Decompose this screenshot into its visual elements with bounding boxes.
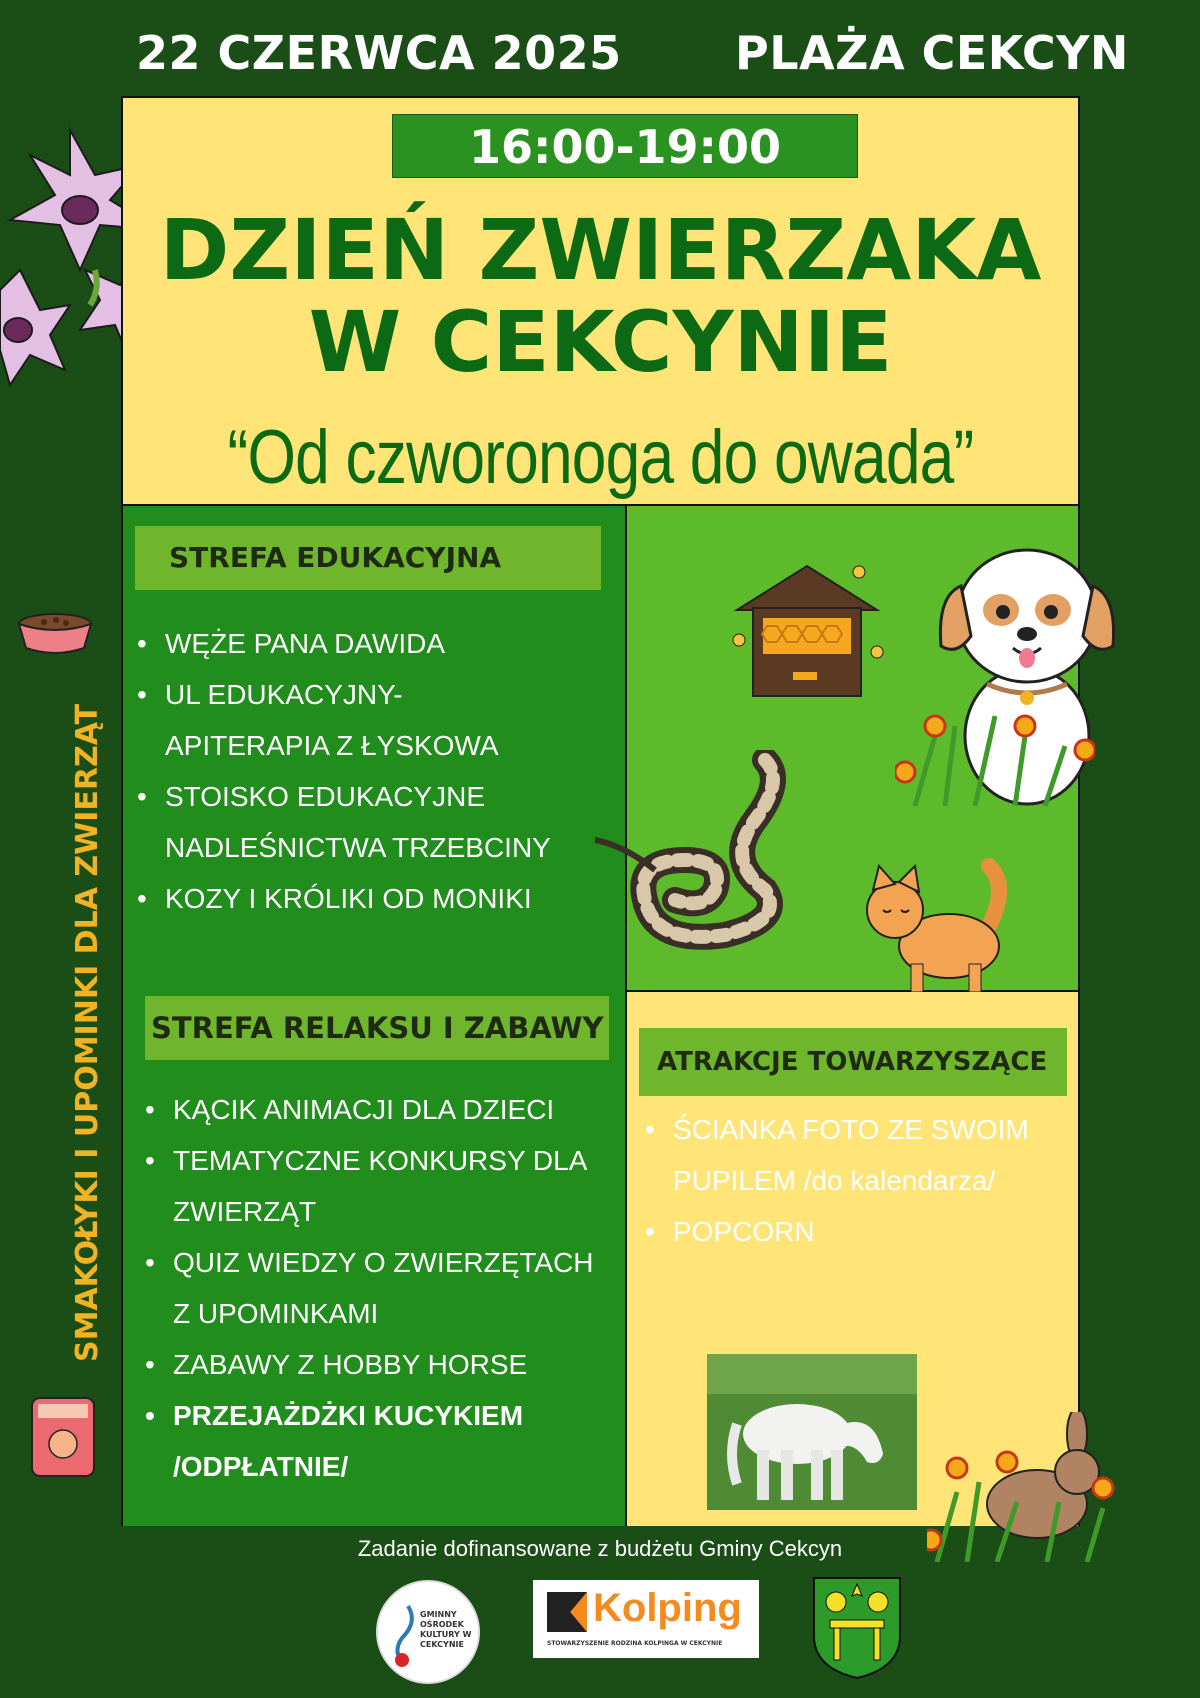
animals-picture-panel [627,506,1078,992]
list-item: • TEMATYCZNE KONKURSY DLA ZWIERZĄT [145,1135,625,1237]
logo-gok-text: GMINNY OŚRODEK KULTURY W CEKCYNIE [420,1610,472,1649]
list-item: • QUIZ WIEDZY O ZWIERZĘTACH Z UPOMINKAMI [145,1237,625,1339]
list-item: • KĄCIK ANIMACJI DLA DZIECI [145,1084,625,1135]
list-item: • UL EDUKACYJNY- APITERAPIA Z ŁYSKOWA [137,669,617,771]
pet-bowl-icon [14,610,96,656]
event-title-line1: DZIEŃ ZWIERZAKA [159,201,1042,299]
grass-flowers-icon [895,696,1095,816]
event-title-line2: W CEKCYNIE [308,293,893,391]
attractions-panel [627,992,1078,1526]
funding-note: Zadanie dofinansowane z budżetu Gminy Cekcyn [357,1536,843,1561]
title-section [123,98,1078,506]
music-note-icon [390,1602,420,1672]
list-item: • POPCORN [645,1206,1065,1257]
logo-kolping-text: Kolping [593,1586,742,1630]
coat-of-arms-icon [812,1576,902,1680]
list-item: • ŚCIANKA FOTO ZE SWOIM PUPILEM /do kalendarza/ [645,1104,1065,1206]
event-place: PLAŻA CEKCYN [735,26,1129,80]
cat-icon [859,846,1019,996]
logo-kolping [533,1580,759,1658]
attractions-list [645,1104,1065,1257]
event-date: 22 CZERWCA 2025 [136,26,622,80]
list-item: • WĘŻE PANA DAWIDA [137,618,617,669]
kolping-k-icon [547,1592,587,1632]
list-item: • STOISKO EDUKACYJNE NADLEŚNICTWA TRZEBCINY [137,771,617,873]
list-item: • PRZEJAŻDŻKI KUCYKIEM /ODPŁATNIE/ [145,1390,625,1492]
zone-attractions-title: ATRAKCJE TOWARZYSZĄCE [639,1028,1067,1096]
side-text-treats: SMAKOŁYKI I UPOMINKI DLA ZWIERZĄT [70,703,105,1362]
logo-gok [376,1580,480,1684]
education-list [137,618,617,924]
zone-education-title: STREFA EDUKACYJNA [135,526,601,590]
event-time: 16:00-19:00 [392,114,858,178]
pony-photo-icon [707,1354,917,1510]
beehive-icon [727,562,887,702]
list-item: • KOZY I KRÓLIKI OD MONIKI [137,873,617,924]
list-item: • ZABAWY Z HOBBY HORSE [145,1339,625,1390]
logo-kolping-subtext: STOWARZYSZENIE RODZINA KOLPINGA W CEKCYNIE [547,1640,723,1647]
snake-icon [595,750,835,950]
zone-relax-title: STREFA RELAKSU I ZABAWY [145,996,609,1060]
relax-list [145,1084,625,1492]
event-subtitle: “Od czworonoga do owada” [227,415,974,500]
left-panel [123,506,627,1526]
poster [121,96,1080,1526]
treat-bag-icon [28,1394,98,1480]
